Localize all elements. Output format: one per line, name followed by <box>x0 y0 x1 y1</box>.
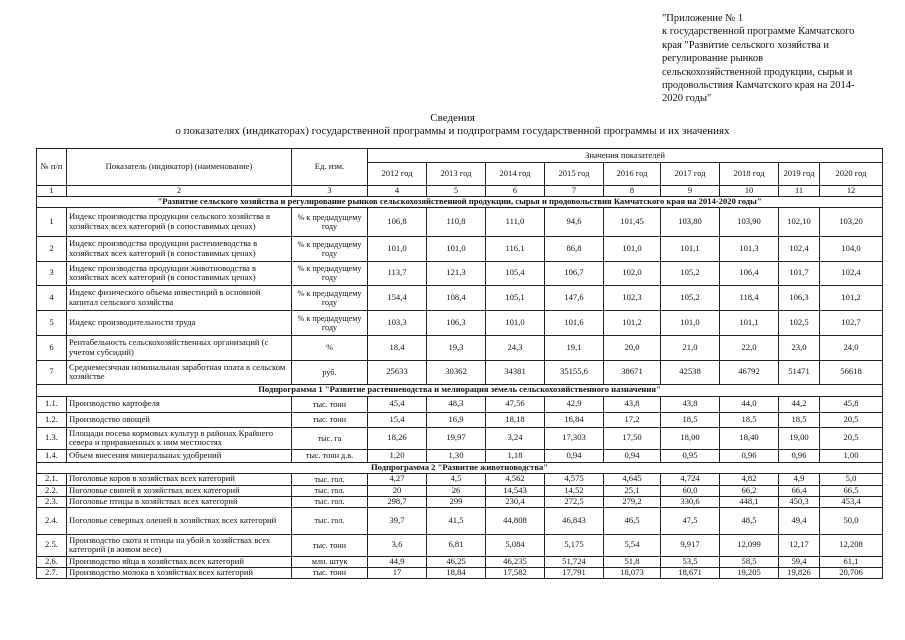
value-cell: 101,0 <box>486 310 545 335</box>
value-cell: 19,826 <box>779 567 820 578</box>
value-cell: 118,4 <box>720 285 779 310</box>
column-number: 12 <box>820 186 883 197</box>
row-number: 1.1. <box>37 396 67 412</box>
value-cell: 20 <box>368 485 427 496</box>
value-cell: 51,8 <box>604 556 661 567</box>
value-cell: 102,5 <box>779 310 820 335</box>
row-number: 1.4. <box>37 449 67 462</box>
table-row <box>37 427 883 449</box>
table-row <box>37 396 883 412</box>
value-cell: 18,5 <box>779 412 820 427</box>
table-row <box>37 485 883 496</box>
unit-cell: тыс. тонн <box>292 412 368 427</box>
table-row <box>37 285 883 310</box>
document-title: Сведения <box>430 112 475 124</box>
value-cell: 45,4 <box>368 396 427 412</box>
unit-cell: % к предыдущему году <box>292 261 368 285</box>
value-cell: 56618 <box>820 360 883 384</box>
value-cell: 4,5 <box>427 473 486 485</box>
value-cell: 0,94 <box>604 449 661 462</box>
unit-cell: % к предыдущему году <box>292 285 368 310</box>
row-number: 3 <box>37 261 67 285</box>
value-cell: 19,00 <box>779 427 820 449</box>
unit-cell: тыс. тонн <box>292 567 368 578</box>
value-cell: 46,5 <box>604 507 661 534</box>
value-cell: 5,084 <box>486 534 545 556</box>
value-cell: 17 <box>368 567 427 578</box>
value-cell: 17,50 <box>604 427 661 449</box>
value-cell: 102,3 <box>604 285 661 310</box>
value-cell: 106,4 <box>720 261 779 285</box>
value-cell: 101,0 <box>368 236 427 261</box>
value-cell: 1,30 <box>427 449 486 462</box>
value-cell: 38671 <box>604 360 661 384</box>
value-cell: 53,5 <box>661 556 720 567</box>
value-cell: 0,94 <box>545 449 604 462</box>
value-cell: 102,7 <box>820 310 883 335</box>
value-cell: 0,95 <box>661 449 720 462</box>
row-number: 6 <box>37 335 67 360</box>
value-cell: 44,0 <box>720 396 779 412</box>
column-number: 5 <box>427 186 486 197</box>
value-cell: 44,808 <box>486 507 545 534</box>
table-row <box>37 360 883 384</box>
value-cell: 1,18 <box>486 449 545 462</box>
appendix-line: продовольствия Камчатского края на 2014- <box>662 80 855 92</box>
value-cell: 105,4 <box>486 261 545 285</box>
header-year: 2013 год <box>427 163 486 186</box>
value-cell: 17,2 <box>604 412 661 427</box>
value-cell: 44,9 <box>368 556 427 567</box>
value-cell: 230,4 <box>486 496 545 507</box>
value-cell: 9,917 <box>661 534 720 556</box>
value-cell: 113,7 <box>368 261 427 285</box>
value-cell: 86,8 <box>545 236 604 261</box>
value-cell: 19,97 <box>427 427 486 449</box>
row-number: 2.7. <box>37 567 67 578</box>
value-cell: 102,10 <box>779 207 820 236</box>
value-cell: 46,843 <box>545 507 604 534</box>
value-cell: 101,1 <box>720 310 779 335</box>
value-cell: 450,3 <box>779 496 820 507</box>
section-row <box>37 462 883 473</box>
column-number: 4 <box>368 186 427 197</box>
indicator-name: Поголовье свиней в хозяйствах всех категорий <box>67 485 292 496</box>
header-year: 2015 год <box>545 163 604 186</box>
appendix-line: к государственной программе Камчатского <box>662 26 855 38</box>
value-cell: 101,3 <box>720 236 779 261</box>
value-cell: 19,3 <box>427 335 486 360</box>
column-number: 8 <box>604 186 661 197</box>
table-row <box>37 496 883 507</box>
indicator-name: Производство молока в хозяйствах всех категорий <box>67 567 292 578</box>
indicator-name: Производство картофеля <box>67 396 292 412</box>
value-cell: 12,17 <box>779 534 820 556</box>
indicator-name: Поголовье северных оленей в хозяйствах всех категорий <box>67 507 292 534</box>
indicator-name: Индекс производительности труда <box>67 310 292 335</box>
unit-cell: руб. <box>292 360 368 384</box>
row-number: 2.5. <box>37 534 67 556</box>
value-cell: 48,5 <box>720 507 779 534</box>
indicator-name: Рентабельность сельскохозяйственных организаций (с учетом субсидий) <box>67 335 292 360</box>
value-cell: 46,25 <box>427 556 486 567</box>
value-cell: 105,1 <box>486 285 545 310</box>
table-row <box>37 335 883 360</box>
value-cell: 110,8 <box>427 207 486 236</box>
value-cell: 18,671 <box>661 567 720 578</box>
value-cell: 116,1 <box>486 236 545 261</box>
value-cell: 25,1 <box>604 485 661 496</box>
value-cell: 0,96 <box>779 449 820 462</box>
unit-cell: % <box>292 335 368 360</box>
value-cell: 5,0 <box>820 473 883 485</box>
value-cell: 15,4 <box>368 412 427 427</box>
value-cell: 20,5 <box>820 427 883 449</box>
value-cell: 101,0 <box>661 310 720 335</box>
header-year: 2018 год <box>720 163 779 186</box>
section-title: Подпрограмма 2 "Развитие животноводства" <box>37 462 883 473</box>
indicator-name: Производство овощей <box>67 412 292 427</box>
value-cell: 35155,6 <box>545 360 604 384</box>
value-cell: 30362 <box>427 360 486 384</box>
unit-cell: тыс. гол. <box>292 507 368 534</box>
value-cell: 49,4 <box>779 507 820 534</box>
table-row <box>37 207 883 236</box>
value-cell: 101,6 <box>545 310 604 335</box>
indicator-name: Индекс производства продукции растениеводства в хозяйствах всех категорий (в сопоставимых ценах) <box>67 236 292 261</box>
header-values: Значения показателей <box>368 149 883 163</box>
table-row <box>37 236 883 261</box>
header-year: 2019 год <box>779 163 820 186</box>
row-number: 2.4. <box>37 507 67 534</box>
value-cell: 61,1 <box>820 556 883 567</box>
value-cell: 17,582 <box>486 567 545 578</box>
row-number: 4 <box>37 285 67 310</box>
value-cell: 101,1 <box>661 236 720 261</box>
value-cell: 4,724 <box>661 473 720 485</box>
row-number: 2.1. <box>37 473 67 485</box>
indicator-name: Среднемесячная номинальная заработная плата в сельском хозяйстве <box>67 360 292 384</box>
value-cell: 23,0 <box>779 335 820 360</box>
value-cell: 103,90 <box>720 207 779 236</box>
indicator-name: Индекс производства продукции сельского хозяйства в хозяйствах всех категорий (в сопоставимых ценах) <box>67 207 292 236</box>
value-cell: 60,0 <box>661 485 720 496</box>
unit-cell: тыс. тонн <box>292 396 368 412</box>
indicators-table <box>36 148 883 579</box>
document-subtitle: о показателях (индикаторах) государственной программы и подпрограмм государственной программы и их значениях <box>175 125 730 137</box>
table-row <box>37 534 883 556</box>
table-row <box>37 473 883 485</box>
unit-cell: % к предыдущему году <box>292 310 368 335</box>
value-cell: 4,575 <box>545 473 604 485</box>
header-year: 2012 год <box>368 163 427 186</box>
unit-cell: тыс. тонн <box>292 534 368 556</box>
value-cell: 298,7 <box>368 496 427 507</box>
indicator-name: Объем внесения минеральных удобрений <box>67 449 292 462</box>
value-cell: 18,26 <box>368 427 427 449</box>
indicator-name: Индекс физического объема инвестиций в основной капитал сельского хозяйства <box>67 285 292 310</box>
column-number: 1 <box>37 186 67 197</box>
value-cell: 39,7 <box>368 507 427 534</box>
unit-cell: тыс. гол. <box>292 496 368 507</box>
unit-cell: тыс. га <box>292 427 368 449</box>
value-cell: 101,7 <box>779 261 820 285</box>
value-cell: 24,3 <box>486 335 545 360</box>
value-cell: 103,20 <box>820 207 883 236</box>
appendix-line: регулирование рынков <box>662 53 764 65</box>
value-cell: 18,4 <box>368 335 427 360</box>
column-number: 9 <box>661 186 720 197</box>
value-cell: 104,0 <box>820 236 883 261</box>
value-cell: 18,073 <box>604 567 661 578</box>
value-cell: 18,84 <box>427 567 486 578</box>
value-cell: 121,3 <box>427 261 486 285</box>
value-cell: 330,6 <box>661 496 720 507</box>
header-year: 2017 год <box>661 163 720 186</box>
value-cell: 47,56 <box>486 396 545 412</box>
value-cell: 46,235 <box>486 556 545 567</box>
value-cell: 45,8 <box>820 396 883 412</box>
value-cell: 16,84 <box>545 412 604 427</box>
value-cell: 34381 <box>486 360 545 384</box>
value-cell: 18,18 <box>486 412 545 427</box>
indicator-name: Производство яйца в хозяйствах всех категорий <box>67 556 292 567</box>
value-cell: 94,6 <box>545 207 604 236</box>
section-title: Подпрограмма 1 "Развитие растениеводства и мелиорация земель сельскохозяйственного назначения" <box>37 384 883 396</box>
value-cell: 20,706 <box>820 567 883 578</box>
header-no: № п/п <box>37 149 67 186</box>
header-year: 2020 год <box>820 163 883 186</box>
row-number: 1.3. <box>37 427 67 449</box>
section-row <box>37 384 883 396</box>
value-cell: 4,9 <box>779 473 820 485</box>
value-cell: 4,27 <box>368 473 427 485</box>
value-cell: 58,5 <box>720 556 779 567</box>
table-row <box>37 449 883 462</box>
appendix-note <box>662 12 872 106</box>
value-cell: 42538 <box>661 360 720 384</box>
value-cell: 21,0 <box>661 335 720 360</box>
row-number: 2.2. <box>37 485 67 496</box>
column-number: 11 <box>779 186 820 197</box>
value-cell: 19,205 <box>720 567 779 578</box>
value-cell: 20,5 <box>820 412 883 427</box>
value-cell: 24,0 <box>820 335 883 360</box>
value-cell: 44,2 <box>779 396 820 412</box>
value-cell: 5,54 <box>604 534 661 556</box>
row-number: 5 <box>37 310 67 335</box>
value-cell: 102,4 <box>779 236 820 261</box>
appendix-line: края "Развитие сельского хозяйства и <box>662 39 830 51</box>
value-cell: 66,4 <box>779 485 820 496</box>
value-cell: 14,52 <box>545 485 604 496</box>
value-cell: 106,7 <box>545 261 604 285</box>
value-cell: 59,4 <box>779 556 820 567</box>
header-indicator: Показатель (индикатор) (наименование) <box>67 149 292 186</box>
row-number: 2.6. <box>37 556 67 567</box>
value-cell: 43,8 <box>661 396 720 412</box>
value-cell: 16,9 <box>427 412 486 427</box>
value-cell: 18,00 <box>661 427 720 449</box>
row-number: 1.2. <box>37 412 67 427</box>
value-cell: 12,099 <box>720 534 779 556</box>
value-cell: 48,3 <box>427 396 486 412</box>
header-year: 2014 год <box>486 163 545 186</box>
value-cell: 101,2 <box>604 310 661 335</box>
header-unit: Ед. изм. <box>292 149 368 186</box>
appendix-line: "Приложение № 1 <box>662 13 744 24</box>
value-cell: 448,1 <box>720 496 779 507</box>
value-cell: 66,2 <box>720 485 779 496</box>
column-number: 3 <box>292 186 368 197</box>
section-title: "Развитие сельского хозяйства и регулирование рынков сельскохозяйственной продукции, сырья и продовольствия Камчатского края на 2014-2020 годы" <box>37 196 883 207</box>
value-cell: 46792 <box>720 360 779 384</box>
unit-cell: % к предыдущему году <box>292 207 368 236</box>
value-cell: 101,0 <box>604 236 661 261</box>
value-cell: 103,3 <box>368 310 427 335</box>
value-cell: 106,3 <box>427 310 486 335</box>
value-cell: 6,81 <box>427 534 486 556</box>
value-cell: 4,645 <box>604 473 661 485</box>
value-cell: 4,82 <box>720 473 779 485</box>
value-cell: 3,6 <box>368 534 427 556</box>
table-row <box>37 310 883 335</box>
value-cell: 111,0 <box>486 207 545 236</box>
value-cell: 5,175 <box>545 534 604 556</box>
value-cell: 18,5 <box>720 412 779 427</box>
unit-cell: тыс. гол. <box>292 485 368 496</box>
value-cell: 299 <box>427 496 486 507</box>
value-cell: 43,8 <box>604 396 661 412</box>
value-cell: 12,208 <box>820 534 883 556</box>
value-cell: 4,562 <box>486 473 545 485</box>
unit-cell: млн. штук <box>292 556 368 567</box>
value-cell: 1,00 <box>820 449 883 462</box>
table-row <box>37 567 883 578</box>
value-cell: 272,5 <box>545 496 604 507</box>
table-row <box>37 507 883 534</box>
value-cell: 1,20 <box>368 449 427 462</box>
value-cell: 22,0 <box>720 335 779 360</box>
row-number: 2 <box>37 236 67 261</box>
value-cell: 106,8 <box>368 207 427 236</box>
value-cell: 453,4 <box>820 496 883 507</box>
value-cell: 101,0 <box>427 236 486 261</box>
indicator-name: Поголовье коров в хозяйствах всех категорий <box>67 473 292 485</box>
indicator-name: Индекс производства продукции животноводства в хозяйствах всех категорий (в сопоставимых ценах) <box>67 261 292 285</box>
value-cell: 106,3 <box>779 285 820 310</box>
value-cell: 42,9 <box>545 396 604 412</box>
value-cell: 19,1 <box>545 335 604 360</box>
table-row <box>37 261 883 285</box>
value-cell: 20,0 <box>604 335 661 360</box>
value-cell: 26 <box>427 485 486 496</box>
value-cell: 101,2 <box>820 285 883 310</box>
value-cell: 0,96 <box>720 449 779 462</box>
value-cell: 41,5 <box>427 507 486 534</box>
column-number: 7 <box>545 186 604 197</box>
value-cell: 102,0 <box>604 261 661 285</box>
value-cell: 17,303 <box>545 427 604 449</box>
value-cell: 105,2 <box>661 261 720 285</box>
value-cell: 25633 <box>368 360 427 384</box>
value-cell: 51471 <box>779 360 820 384</box>
value-cell: 108,4 <box>427 285 486 310</box>
table-row <box>37 556 883 567</box>
header-year: 2016 год <box>604 163 661 186</box>
value-cell: 147,6 <box>545 285 604 310</box>
value-cell: 18,40 <box>720 427 779 449</box>
value-cell: 51,724 <box>545 556 604 567</box>
column-number: 10 <box>720 186 779 197</box>
value-cell: 101,45 <box>604 207 661 236</box>
value-cell: 154,4 <box>368 285 427 310</box>
indicator-name: Поголовье птицы в хозяйствах всех категорий <box>67 496 292 507</box>
row-number: 2.3. <box>37 496 67 507</box>
appendix-line: сельскохозяйственной продукции, сырья и <box>662 66 853 78</box>
value-cell: 105,2 <box>661 285 720 310</box>
value-cell: 14,543 <box>486 485 545 496</box>
column-number: 6 <box>486 186 545 197</box>
indicator-name: Производство скота и птицы на убой в хозяйствах всех категорий (в живом весе) <box>67 534 292 556</box>
value-cell: 102,4 <box>820 261 883 285</box>
unit-cell: тыс. гол. <box>292 473 368 485</box>
appendix-line: 2020 годы" <box>662 93 712 105</box>
value-cell: 50,0 <box>820 507 883 534</box>
table-row <box>37 412 883 427</box>
value-cell: 279,2 <box>604 496 661 507</box>
value-cell: 66,5 <box>820 485 883 496</box>
indicator-name: Площади посева кормовых культур в районах Крайнего севера и приравненных к ним местностях <box>67 427 292 449</box>
value-cell: 17,791 <box>545 567 604 578</box>
row-number: 7 <box>37 360 67 384</box>
unit-cell: % к предыдущему году <box>292 236 368 261</box>
value-cell: 103,80 <box>661 207 720 236</box>
value-cell: 18,5 <box>661 412 720 427</box>
value-cell: 47,5 <box>661 507 720 534</box>
section-row <box>37 196 883 207</box>
column-number: 2 <box>67 186 292 197</box>
row-number: 1 <box>37 207 67 236</box>
value-cell: 3,24 <box>486 427 545 449</box>
unit-cell: тыс. тонн д.в. <box>292 449 368 462</box>
